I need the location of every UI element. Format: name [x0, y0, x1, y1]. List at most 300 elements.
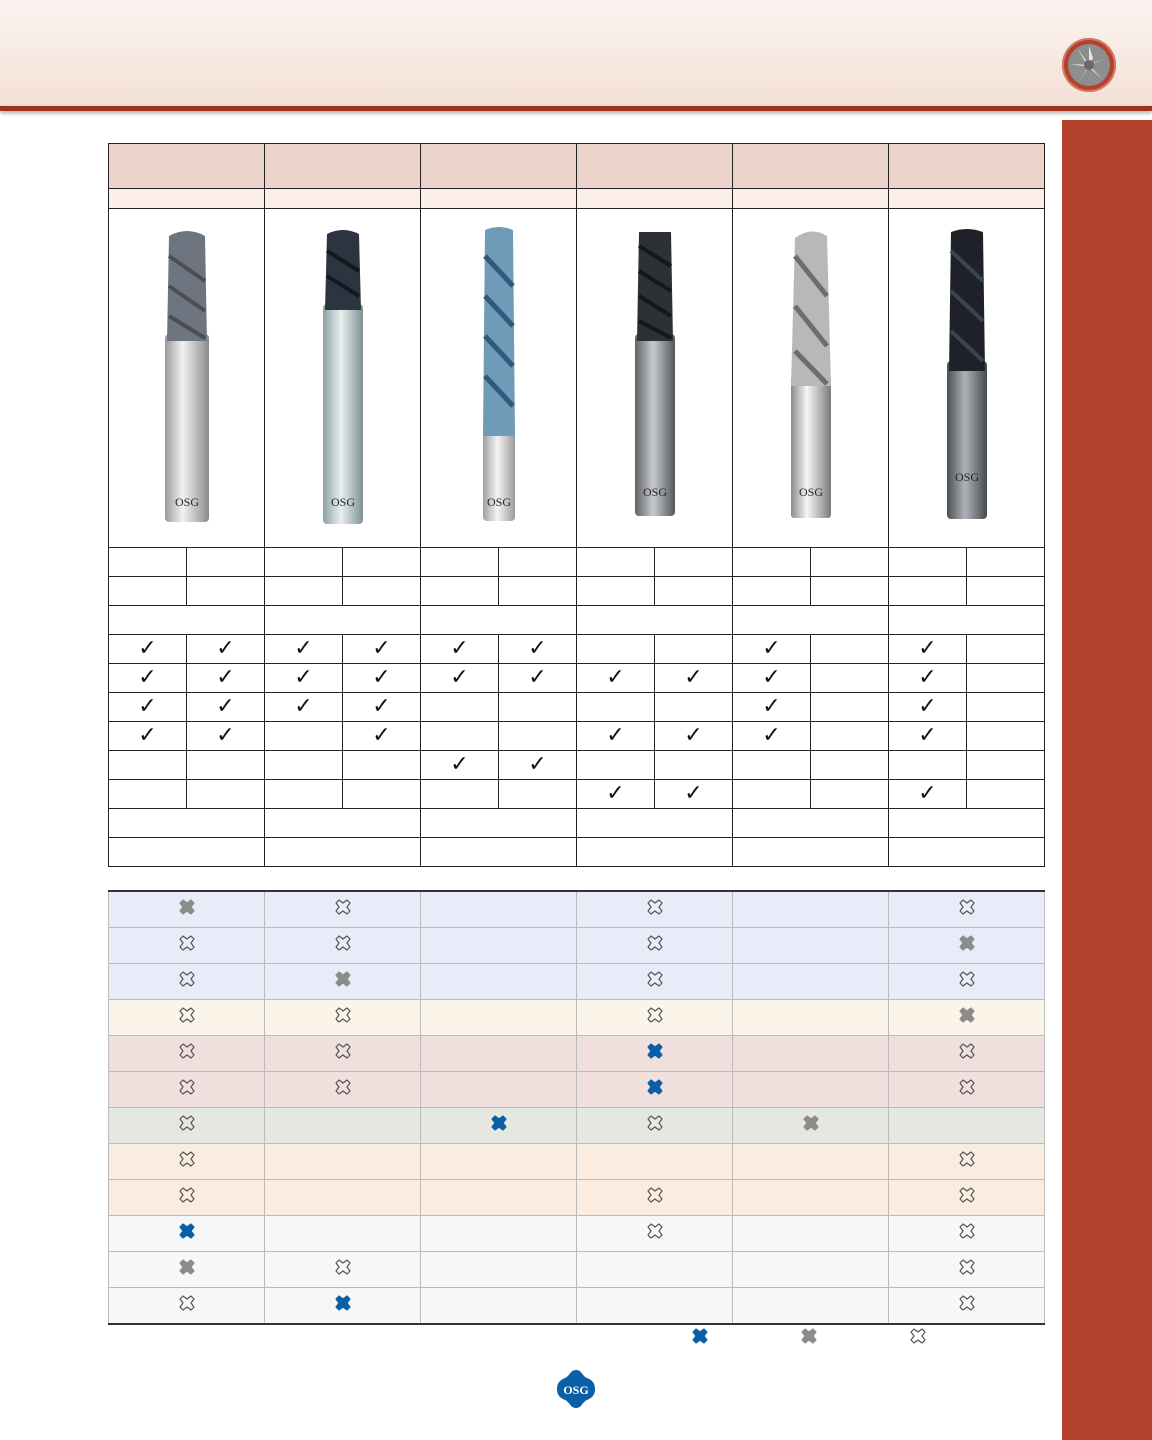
check-cell — [811, 751, 889, 780]
gray-mark-icon — [177, 1264, 197, 1281]
matrix-row — [109, 1252, 1045, 1288]
matrix-cell — [109, 891, 265, 928]
matrix-cell — [733, 1216, 889, 1252]
svg-text:OSG: OSG — [642, 484, 667, 499]
check-cell — [421, 635, 499, 664]
spec-cell — [733, 606, 889, 635]
check-cell — [577, 751, 655, 780]
check-cell — [421, 664, 499, 693]
checkmark-icon: ✓ — [606, 665, 625, 690]
outline-mark-icon — [957, 976, 977, 993]
matrix-cell — [421, 891, 577, 928]
matrix-cell — [577, 1108, 733, 1144]
matrix-cell — [733, 1144, 889, 1180]
check-cell — [889, 693, 967, 722]
matrix-cell — [109, 1216, 265, 1252]
matrix-cell — [889, 1000, 1045, 1036]
check-cell — [733, 722, 811, 751]
end-mill-cross-section-icon — [1062, 38, 1116, 92]
gray-mark-icon — [801, 1120, 821, 1137]
checkmark-icon: ✓ — [684, 723, 703, 748]
matrix-cell — [265, 1216, 421, 1252]
matrix-cell — [265, 1000, 421, 1036]
matrix-cell — [733, 1072, 889, 1108]
end-mill-black-coated-icon — [937, 226, 997, 526]
check-cell — [655, 635, 733, 664]
check-cell — [343, 751, 421, 780]
checkmark-icon: ✓ — [450, 752, 469, 777]
spec-cell — [265, 838, 421, 867]
check-cell — [499, 751, 577, 780]
matrix-cell — [109, 1252, 265, 1288]
matrix-cell — [421, 928, 577, 964]
checkmark-icon: ✓ — [918, 665, 937, 690]
spec-cell — [967, 577, 1045, 606]
outline-mark-icon — [645, 1228, 665, 1245]
checkmark-icon: ✓ — [294, 665, 313, 690]
end-mill-uncoated-icon — [781, 226, 841, 526]
check-cell — [733, 751, 811, 780]
check-row — [109, 722, 1045, 751]
check-cell — [109, 751, 187, 780]
checkmark-icon: ✓ — [918, 781, 937, 806]
check-cell — [655, 722, 733, 751]
checkmark-icon: ✓ — [918, 636, 937, 661]
check-cell — [265, 635, 343, 664]
outline-mark-icon — [177, 1084, 197, 1101]
check-cell — [187, 780, 265, 809]
subheader-cell — [889, 189, 1045, 209]
spec-cell — [109, 548, 187, 577]
application-matrix — [108, 890, 1045, 1325]
matrix-cell — [421, 964, 577, 1000]
checkmark-icon: ✓ — [138, 665, 157, 690]
matrix-cell — [265, 1144, 421, 1180]
check-cell — [577, 780, 655, 809]
gray-mark-icon — [177, 904, 197, 921]
check-cell — [187, 751, 265, 780]
check-cell — [499, 722, 577, 751]
matrix-cell — [889, 1072, 1045, 1108]
matrix-cell — [733, 891, 889, 928]
matrix-cell — [577, 964, 733, 1000]
matrix-cell — [577, 928, 733, 964]
check-cell — [187, 635, 265, 664]
matrix-cell — [421, 1216, 577, 1252]
check-cell — [499, 664, 577, 693]
legend-gray-mark-icon — [799, 1326, 819, 1351]
outline-mark-icon — [333, 1012, 353, 1029]
header-cell — [889, 144, 1045, 189]
checkmark-icon: ✓ — [372, 665, 391, 690]
check-cell — [967, 664, 1045, 693]
spec-cell — [187, 548, 265, 577]
matrix-cell — [109, 928, 265, 964]
matrix-cell — [109, 1072, 265, 1108]
spec-cell — [889, 577, 967, 606]
matrix-cell — [265, 1036, 421, 1072]
matrix-cell — [109, 1036, 265, 1072]
spec-cell — [343, 577, 421, 606]
checkmark-icon: ✓ — [216, 694, 235, 719]
matrix-cell — [733, 1000, 889, 1036]
matrix-cell — [889, 1144, 1045, 1180]
matrix-cell — [733, 1036, 889, 1072]
checkmark-icon: ✓ — [762, 723, 781, 748]
blue-mark-icon — [489, 1120, 509, 1137]
matrix-cell — [265, 1180, 421, 1216]
check-row — [109, 780, 1045, 809]
checkmark-icon: ✓ — [216, 723, 235, 748]
check-cell — [655, 664, 733, 693]
checkmark-icon: ✓ — [372, 723, 391, 748]
check-cell — [499, 780, 577, 809]
spec-cell — [889, 548, 967, 577]
matrix-cell — [889, 1036, 1045, 1072]
outline-mark-icon — [957, 904, 977, 921]
matrix-cell — [733, 1252, 889, 1288]
outline-mark-icon — [645, 976, 665, 993]
check-cell — [967, 693, 1045, 722]
blue-mark-icon — [333, 1300, 353, 1317]
check-cell — [967, 635, 1045, 664]
spec-cell — [655, 548, 733, 577]
check-cell — [343, 664, 421, 693]
checkmark-icon: ✓ — [216, 636, 235, 661]
page-header — [0, 0, 1152, 108]
spec-cell — [421, 606, 577, 635]
matrix-row — [109, 1144, 1045, 1180]
matrix-cell — [577, 1252, 733, 1288]
matrix-cell — [733, 1180, 889, 1216]
matrix-cell — [109, 1108, 265, 1144]
spec-cell — [577, 838, 733, 867]
spec-cell — [811, 548, 889, 577]
outline-mark-icon — [957, 1228, 977, 1245]
check-cell — [421, 693, 499, 722]
matrix-cell — [265, 1252, 421, 1288]
matrix-cell — [265, 928, 421, 964]
spec-cell — [265, 577, 343, 606]
matrix-cell — [577, 1000, 733, 1036]
spec-cell — [265, 548, 343, 577]
check-cell — [889, 722, 967, 751]
spec-cell — [421, 548, 499, 577]
blue-mark-icon — [645, 1084, 665, 1101]
check-row — [109, 635, 1045, 664]
osg-logo-icon — [555, 1368, 597, 1415]
check-cell — [343, 693, 421, 722]
matrix-row — [109, 928, 1045, 964]
check-cell — [967, 751, 1045, 780]
matrix-cell — [889, 1108, 1045, 1144]
spec-cell — [265, 606, 421, 635]
check-cell — [265, 780, 343, 809]
check-cell — [733, 664, 811, 693]
check-cell — [811, 635, 889, 664]
spec-cell — [109, 577, 187, 606]
outline-mark-icon — [177, 1012, 197, 1029]
tool-image-cell — [889, 209, 1045, 548]
outline-mark-icon — [645, 940, 665, 957]
spec-cell — [811, 577, 889, 606]
spec-cell — [733, 577, 811, 606]
svg-text:OSG: OSG — [486, 494, 511, 509]
matrix-cell — [889, 964, 1045, 1000]
header-cell — [733, 144, 889, 189]
check-cell — [889, 664, 967, 693]
check-cell — [109, 635, 187, 664]
outline-mark-icon — [957, 1264, 977, 1281]
legend-blue-mark-icon — [690, 1326, 710, 1351]
spec-cell — [577, 809, 733, 838]
tool-image-cell — [733, 209, 889, 548]
check-cell — [967, 722, 1045, 751]
spec-cell — [109, 838, 265, 867]
check-cell — [655, 693, 733, 722]
checkmark-icon: ✓ — [450, 665, 469, 690]
matrix-cell — [265, 964, 421, 1000]
check-cell — [655, 751, 733, 780]
matrix-cell — [577, 1072, 733, 1108]
matrix-cell — [889, 1288, 1045, 1325]
matrix-cell — [577, 1288, 733, 1325]
outline-mark-icon — [333, 904, 353, 921]
end-mill-blue-coated-icon — [469, 226, 529, 526]
check-cell — [577, 693, 655, 722]
outline-mark-icon — [177, 1156, 197, 1173]
check-cell — [499, 635, 577, 664]
check-cell — [343, 635, 421, 664]
matrix-cell — [733, 928, 889, 964]
matrix-row — [109, 964, 1045, 1000]
checkmark-icon: ✓ — [294, 694, 313, 719]
matrix-cell — [577, 1180, 733, 1216]
spec-cell — [109, 606, 265, 635]
spec-cell — [499, 548, 577, 577]
matrix-row — [109, 1216, 1045, 1252]
matrix-row — [109, 1288, 1045, 1325]
end-mill-dark-coated-icon — [313, 226, 373, 526]
header-cell — [265, 144, 421, 189]
spec-cell — [577, 548, 655, 577]
checkmark-icon: ✓ — [294, 636, 313, 661]
spec-cell — [421, 809, 577, 838]
gray-mark-icon — [957, 1012, 977, 1029]
outline-mark-icon — [333, 1264, 353, 1281]
check-cell — [499, 693, 577, 722]
spec-table — [108, 143, 1045, 867]
matrix-cell — [109, 964, 265, 1000]
gray-mark-icon — [957, 940, 977, 957]
subheader-cell — [733, 189, 889, 209]
check-cell — [577, 722, 655, 751]
header-divider — [0, 106, 1152, 111]
checkmark-icon: ✓ — [762, 694, 781, 719]
spec-cell — [889, 838, 1045, 867]
header-cell — [421, 144, 577, 189]
check-cell — [889, 751, 967, 780]
spec-cell — [733, 548, 811, 577]
outline-mark-icon — [177, 1120, 197, 1137]
check-row — [109, 693, 1045, 722]
matrix-cell — [733, 1108, 889, 1144]
blue-mark-icon — [645, 1048, 665, 1065]
check-cell — [811, 780, 889, 809]
check-cell — [577, 664, 655, 693]
checkmark-icon: ✓ — [138, 636, 157, 661]
spec-cell — [187, 577, 265, 606]
check-cell — [421, 780, 499, 809]
check-cell — [109, 780, 187, 809]
outline-mark-icon — [177, 1048, 197, 1065]
spec-cell — [499, 577, 577, 606]
gray-mark-icon — [333, 976, 353, 993]
checkmark-icon: ✓ — [762, 665, 781, 690]
matrix-row — [109, 1072, 1045, 1108]
side-band — [1062, 120, 1152, 1440]
spec-cell — [967, 548, 1045, 577]
outline-mark-icon — [333, 940, 353, 957]
matrix-cell — [109, 1000, 265, 1036]
check-cell — [343, 780, 421, 809]
checkmark-icon: ✓ — [606, 723, 625, 748]
blue-mark-icon — [177, 1228, 197, 1245]
header-cell — [577, 144, 733, 189]
spec-cell — [655, 577, 733, 606]
checkmark-icon: ✓ — [606, 781, 625, 806]
matrix-cell — [421, 1180, 577, 1216]
outline-mark-icon — [333, 1084, 353, 1101]
checkmark-icon: ✓ — [528, 636, 547, 661]
check-cell — [811, 664, 889, 693]
check-cell — [343, 722, 421, 751]
outline-mark-icon — [177, 940, 197, 957]
spec-cell — [343, 548, 421, 577]
spec-cell — [733, 838, 889, 867]
svg-text:OSG: OSG — [563, 1383, 589, 1397]
outline-mark-icon — [177, 976, 197, 993]
spec-cell — [889, 606, 1045, 635]
matrix-cell — [109, 1288, 265, 1325]
checkmark-icon: ✓ — [918, 723, 937, 748]
checkmark-icon: ✓ — [372, 636, 391, 661]
matrix-cell — [421, 1036, 577, 1072]
check-cell — [655, 780, 733, 809]
outline-mark-icon — [645, 904, 665, 921]
check-cell — [265, 751, 343, 780]
checkmark-icon: ✓ — [372, 694, 391, 719]
matrix-cell — [421, 1288, 577, 1325]
outline-mark-icon — [645, 1120, 665, 1137]
matrix-cell — [265, 1072, 421, 1108]
spec-cell — [733, 809, 889, 838]
outline-mark-icon — [957, 1084, 977, 1101]
matrix-cell — [889, 1252, 1045, 1288]
matrix-cell — [421, 1000, 577, 1036]
check-cell — [265, 664, 343, 693]
spec-cell — [421, 577, 499, 606]
matrix-cell — [889, 891, 1045, 928]
tool-image-cell — [109, 209, 265, 548]
spec-cell — [577, 606, 733, 635]
outline-mark-icon — [177, 1192, 197, 1209]
check-cell — [187, 722, 265, 751]
checkmark-icon: ✓ — [918, 694, 937, 719]
matrix-cell — [421, 1108, 577, 1144]
svg-text:OSG: OSG — [954, 469, 979, 484]
checkmark-icon: ✓ — [138, 723, 157, 748]
check-row — [109, 664, 1045, 693]
check-cell — [733, 780, 811, 809]
header-cell — [109, 144, 265, 189]
outline-mark-icon — [177, 1300, 197, 1317]
matrix-cell — [421, 1072, 577, 1108]
check-cell — [265, 693, 343, 722]
check-cell — [889, 780, 967, 809]
checkmark-icon: ✓ — [528, 665, 547, 690]
check-cell — [889, 635, 967, 664]
matrix-cell — [577, 1036, 733, 1072]
matrix-cell — [733, 1288, 889, 1325]
checkmark-icon: ✓ — [762, 636, 781, 661]
tool-image-cell — [265, 209, 421, 548]
spec-cell — [265, 809, 421, 838]
subheader-cell — [577, 189, 733, 209]
check-cell — [577, 635, 655, 664]
check-cell — [811, 722, 889, 751]
end-mill-gray-4-flute-icon — [157, 226, 217, 526]
spec-cell — [889, 809, 1045, 838]
checkmark-icon: ✓ — [216, 665, 235, 690]
check-cell — [109, 722, 187, 751]
check-cell — [733, 635, 811, 664]
outline-mark-icon — [645, 1192, 665, 1209]
matrix-cell — [889, 1180, 1045, 1216]
outline-mark-icon — [957, 1192, 977, 1209]
check-cell — [109, 693, 187, 722]
matrix-cell — [265, 1288, 421, 1325]
checkmark-icon: ✓ — [450, 636, 469, 661]
subheader-cell — [421, 189, 577, 209]
matrix-cell — [109, 1144, 265, 1180]
check-cell — [967, 780, 1045, 809]
matrix-cell — [733, 964, 889, 1000]
check-cell — [421, 751, 499, 780]
matrix-cell — [265, 1108, 421, 1144]
matrix-cell — [421, 1144, 577, 1180]
subheader-cell — [265, 189, 421, 209]
matrix-row — [109, 1036, 1045, 1072]
svg-text:OSG: OSG — [330, 494, 355, 509]
outline-mark-icon — [957, 1300, 977, 1317]
svg-text:OSG: OSG — [174, 494, 199, 509]
tool-image-cell — [421, 209, 577, 548]
check-cell — [811, 693, 889, 722]
outline-mark-icon — [645, 1012, 665, 1029]
matrix-cell — [577, 1144, 733, 1180]
end-mill-roughing-icon — [625, 226, 685, 526]
matrix-cell — [109, 1180, 265, 1216]
check-cell — [187, 693, 265, 722]
matrix-cell — [421, 1252, 577, 1288]
matrix-cell — [577, 891, 733, 928]
spec-cell — [421, 838, 577, 867]
check-row — [109, 751, 1045, 780]
spec-cell — [577, 577, 655, 606]
matrix-cell — [889, 1216, 1045, 1252]
check-cell — [187, 664, 265, 693]
